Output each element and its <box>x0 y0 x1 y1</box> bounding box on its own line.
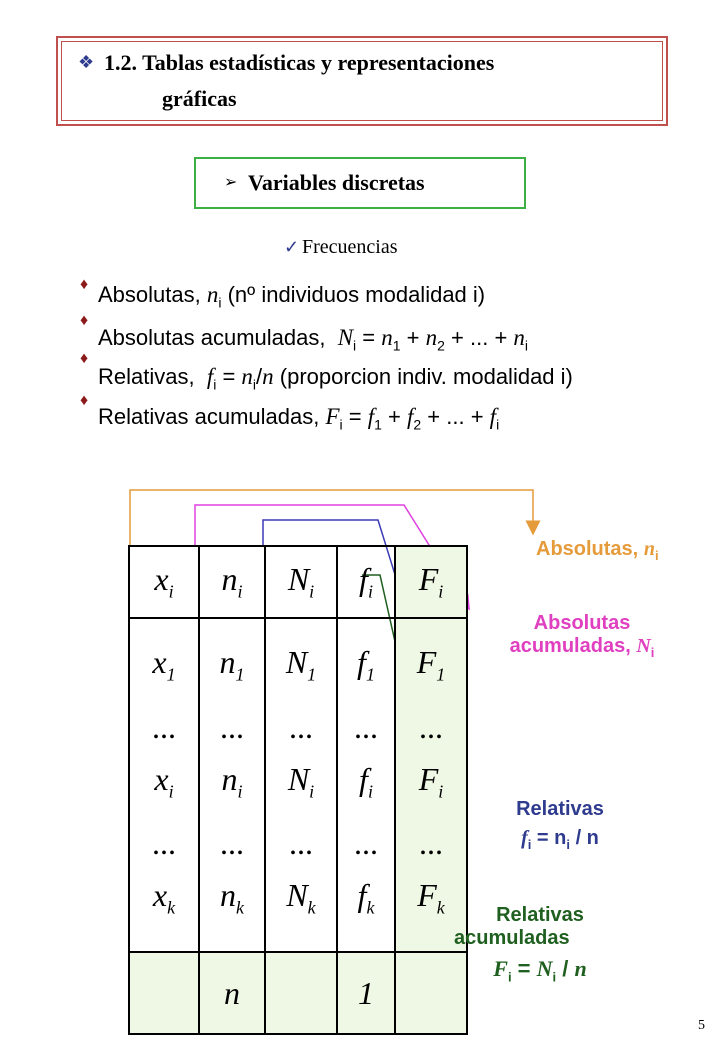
section-heading: Frecuencias <box>302 236 398 258</box>
label-abs-acum-line2: acumuladas, <box>509 635 631 657</box>
column-F: $F_1$ ... $F_i$ ... $F_k$ <box>395 618 467 952</box>
diamond-icon: ♦ <box>80 276 89 293</box>
column-n: $n_1$ ... $n_i$ ... $n_k$ <box>199 618 265 952</box>
column-N: $N_1$ ... $N_i$ ... $N_k$ <box>265 618 337 952</box>
label-rel-acumuladas: Relativas acumuladas $F_i = N_i / n$ <box>440 904 640 984</box>
column-x: $x_1$ ... $x_i$ ... $x_k$ <box>129 618 199 952</box>
label-abs-acum-line1: Absolutas <box>533 612 631 634</box>
arrow-absolutas <box>130 490 533 545</box>
bullet-abs-acum: Absolutas acumuladas, $N_i = n_1 + n_2$ + ... + $n_i$ <box>98 325 529 354</box>
header-F: $F_i$ <box>395 546 467 618</box>
total-x <box>129 952 199 1034</box>
bullet-abs-acum-label: Absolutas acumuladas, <box>98 325 326 350</box>
column-f: $f_1$ ... $f_i$ ... $f_k$ <box>337 618 395 952</box>
arrow-bullet-icon: ➢ <box>224 174 238 191</box>
bullet-absolutas-rest: (nº individuos modalidad i) <box>227 282 486 307</box>
table-header-row <box>129 546 467 618</box>
table-total-row <box>129 952 467 1034</box>
label-abs-acumuladas: Absolutas acumuladas, $N_i$ <box>482 612 682 660</box>
frequency-table <box>128 545 468 1035</box>
label-absolutas: Absolutas, $n_i$ <box>536 538 659 563</box>
label-rel-acum-line1: Relativas <box>496 904 584 926</box>
title-line-1: 1.2. Tablas estadísticas y representaciones <box>104 50 495 75</box>
formula-var: n <box>206 282 219 307</box>
total-n: n <box>199 952 265 1034</box>
bullet-rel-acum-label: Relativas acumuladas, <box>98 404 320 429</box>
diamond-bullet-icon: ❖ <box>78 52 95 72</box>
total-f: 1 <box>337 952 395 1034</box>
title-line-2: gráficas <box>162 86 237 111</box>
bullet-relativas-label: Relativas, <box>98 364 195 389</box>
subtitle: Variables discretas <box>248 170 425 195</box>
label-relativas-text: Relativas <box>516 798 604 820</box>
label-relativas: Relativas $f_i = n_i / n$ <box>460 798 660 852</box>
label-rel-acum-line2: acumuladas <box>454 927 570 949</box>
diamond-icon: ♦ <box>80 392 89 409</box>
header-f: $f_i$ <box>337 546 395 618</box>
total-N <box>265 952 337 1034</box>
label-absolutas-text: Absolutas, <box>536 538 639 560</box>
header-N: $N_i$ <box>265 546 337 618</box>
bullet-absolutas-label: Absolutas, <box>98 282 201 307</box>
table-body-row <box>129 618 467 952</box>
bullet-rel-acum: Relativas acumuladas, $F_i = f_1 + f_2$ + ... + $f_i$ <box>98 404 500 433</box>
header-n: $n_i$ <box>199 546 265 618</box>
page-number: 5 <box>698 1018 705 1033</box>
formula-sub: i <box>218 294 222 311</box>
bullet-relativas-rest: (proporcion indiv. modalidad i) <box>279 364 573 389</box>
diamond-icon: ♦ <box>80 350 89 367</box>
diamond-icon: ♦ <box>80 312 89 329</box>
checkmark-icon: ✓ <box>284 237 300 257</box>
header-x: $x_i$ <box>129 546 199 618</box>
bullet-relativas: Relativas, $f_i = n_i/n$ (proporcion indiv. modalidad i) <box>98 364 573 393</box>
